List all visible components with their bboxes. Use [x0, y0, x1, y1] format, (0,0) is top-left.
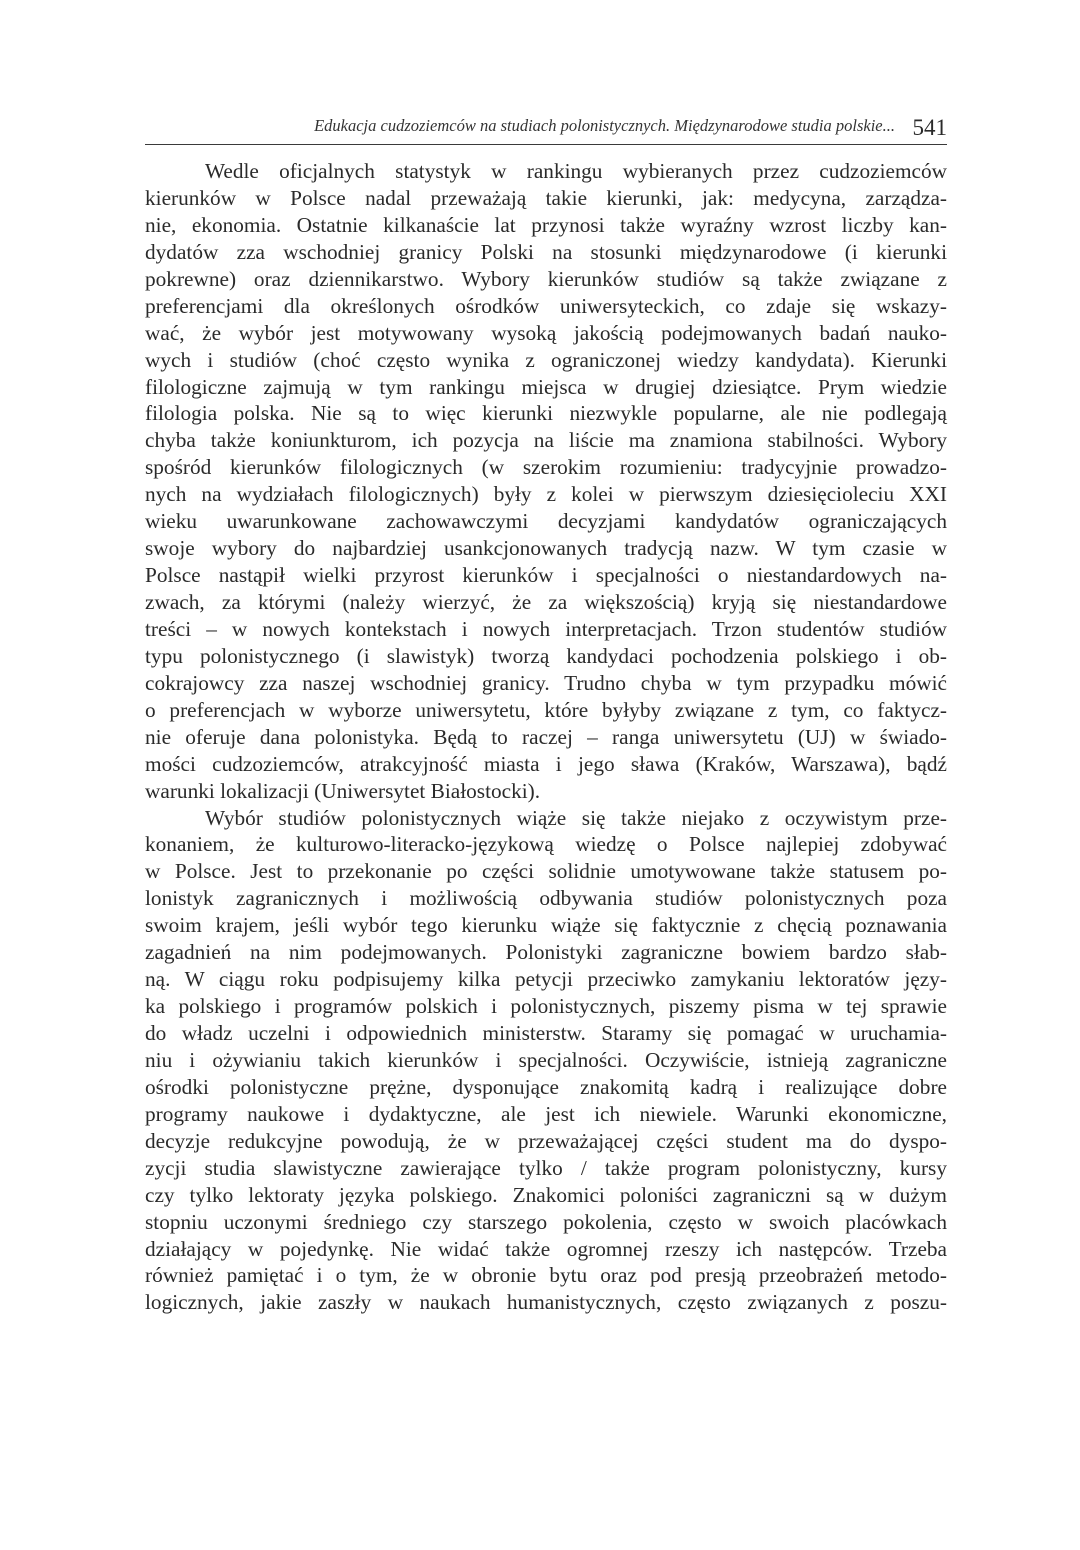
text-line: filologia polska. Nie są to więc kierunki niezwykle popularne, ale nie podlegają [145, 401, 947, 426]
running-header [145, 112, 947, 145]
text-line: kierunków w Polsce nadal przeważają takie kierunki, jak: medycyna, zarządza- [145, 185, 947, 210]
text-line: ośrodki polonistyczne prężne, dysponujące znakomitą kadrą i realizujące dobre [145, 1074, 947, 1099]
text-line: cokrajowcy zza naszej wschodniej granicy. Trudno chyba w tym przypadku mówić [145, 670, 947, 695]
text-line: wych i studiów (choć często wynika z ograniczonej wiedzy kandydata). Kierunki [145, 347, 947, 372]
body-text [145, 158, 947, 1316]
text-line: swoje wybory do najbardziej usankcjonowanych tradycją nazw. W tym czasie w [145, 536, 947, 561]
text-line: swoim krajem, jeśli wybór tego kierunku wiąże się faktycznie z chęcią poznawania [145, 913, 947, 938]
text-line: nie oferuje dana polonistyka. Będą to raczej – ranga uniwersytetu (UJ) w świado- [145, 724, 947, 749]
text-line: chyba także koniunkturom, ich pozycja na liście ma znamiona stabilności. Wybory [145, 428, 947, 453]
text-line: zwach, za którymi (należy wierzyć, że za większością) kryją się niestandardowe [145, 590, 947, 614]
text-line: programy naukowe i dydaktyczne, ale jest ich niewiele. Warunki ekonomiczne, [145, 1101, 947, 1126]
text-line: wać, że wybór jest motywowany wysoką jakością podejmowanych badań nauko- [145, 320, 947, 345]
text-line: zycji studia slawistyczne zawierające tylko / także program polonistyczny, kursy [145, 1155, 947, 1180]
text-line: konaniem, że kulturowo-literacko-językową wiedzę o Polsce najlepiej zdobywać [145, 832, 947, 857]
text-line: Wedle oficjalnych statystyk w rankingu wybieranych przez cudzoziemców [205, 159, 947, 183]
text-line: o preferencjach w wyborze uniwersytetu, które byłyby związane z tym, co faktycz- [145, 697, 947, 722]
text-line: wieku uwarunkowane zachowawczymi decyzjami kandydatów ograniczających [145, 509, 947, 534]
page-number: 541 [912, 115, 947, 140]
running-title: Edukacja cudzoziemców na studiach polonistycznych. Międzynarodowe studia polskie... [314, 116, 895, 135]
text-line: preferencjami dla określonych ośrodków uniwersyteckich, co zdaje się wskazy- [145, 293, 947, 318]
text-line: Polsce nastąpił wielki przyrost kierunków i specjalności o niestandardowych na- [145, 563, 947, 588]
text-line: ka polskiego i programów polskich i polonistycznych, piszemy pisma w tej sprawie [145, 994, 947, 1019]
text-line: również pamiętać i o tym, że w obronie bytu oraz pod presją przeobrażeń metodo- [145, 1263, 947, 1288]
text-line: pokrewne) oraz dziennikarstwo. Wybory kierunków studiów są także związane z [145, 266, 947, 291]
text-line: czy tylko lektoraty języka polskiego. Znakomici poloniści zagraniczni są w dużym [145, 1182, 947, 1207]
text-line: Wybór studiów polonistycznych wiąże się także niejako z oczywistym prze- [205, 805, 947, 830]
text-line: ną. W ciągu roku podpisujemy kilka petycji przeciwko zamykaniu lektoratów języ- [145, 967, 947, 992]
page [145, 112, 947, 1316]
text-line: w Polsce. Jest to przekonanie po części solidnie umotywowane także statusem po- [145, 859, 947, 884]
text-line: dydatów zza wschodniej granicy Polski na stosunki międzynarodowe (i kierunki [145, 239, 947, 264]
text-line: nych na wydziałach filologicznych) były z kolei w pierwszym dziesięcioleciu XXI [145, 482, 947, 507]
text-line: warunki lokalizacji (Uniwersytet Białostocki). [145, 778, 541, 803]
text-line: mości cudzoziemców, atrakcyjność miasta i jego sława (Kraków, Warszawa), bądź [145, 751, 947, 776]
text-line: do władz uczelni i odpowiednich ministerstw. Staramy się pomagać w uruchamia- [145, 1021, 947, 1045]
paragraph-1 [145, 158, 947, 805]
text-line: logicznych, jakie zaszły w naukach humanistycznych, często związanych z poszu- [145, 1290, 947, 1315]
text-line: lonistyk zagranicznych i możliwością odbywania studiów polonistycznych poza [145, 886, 947, 911]
text-line: treści – w nowych kontekstach i nowych interpretacjach. Trzon studentów studiów [145, 616, 947, 641]
text-line: niu i ożywianiu takich kierunków i specjalności. Oczywiście, istnieją zagraniczne [145, 1047, 947, 1072]
text-line: stopniu uczonymi średniego czy starszego pokolenia, często w swoich placówkach [145, 1209, 947, 1234]
text-line: nie, ekonomia. Ostatnie kilkanaście lat przynosi także wyraźny wzrost liczby kan- [145, 212, 947, 237]
text-line: typu polonistycznego (i slawistyk) tworzą kandydaci pochodzenia polskiego i ob- [145, 643, 947, 668]
text-line: spośród kierunków filologicznych (w szerokim rozumieniu: tradycyjnie prowadzo- [145, 455, 947, 480]
text-line: decyzje redukcyjne powodują, że w przeważającej części student ma do dyspo- [145, 1128, 947, 1153]
text-line: filologiczne zajmują w tym rankingu miejsca w drugiej dziesiątce. Prym wiedzie [145, 374, 947, 399]
paragraph-2 [145, 805, 947, 1317]
text-line: zagadnień na nim podejmowanych. Polonistyki zagraniczne bowiem bardzo słab- [145, 940, 947, 965]
text-line: działający w pojedynkę. Nie widać także ogromnej rzeszy ich następców. Trzeba [145, 1236, 947, 1261]
